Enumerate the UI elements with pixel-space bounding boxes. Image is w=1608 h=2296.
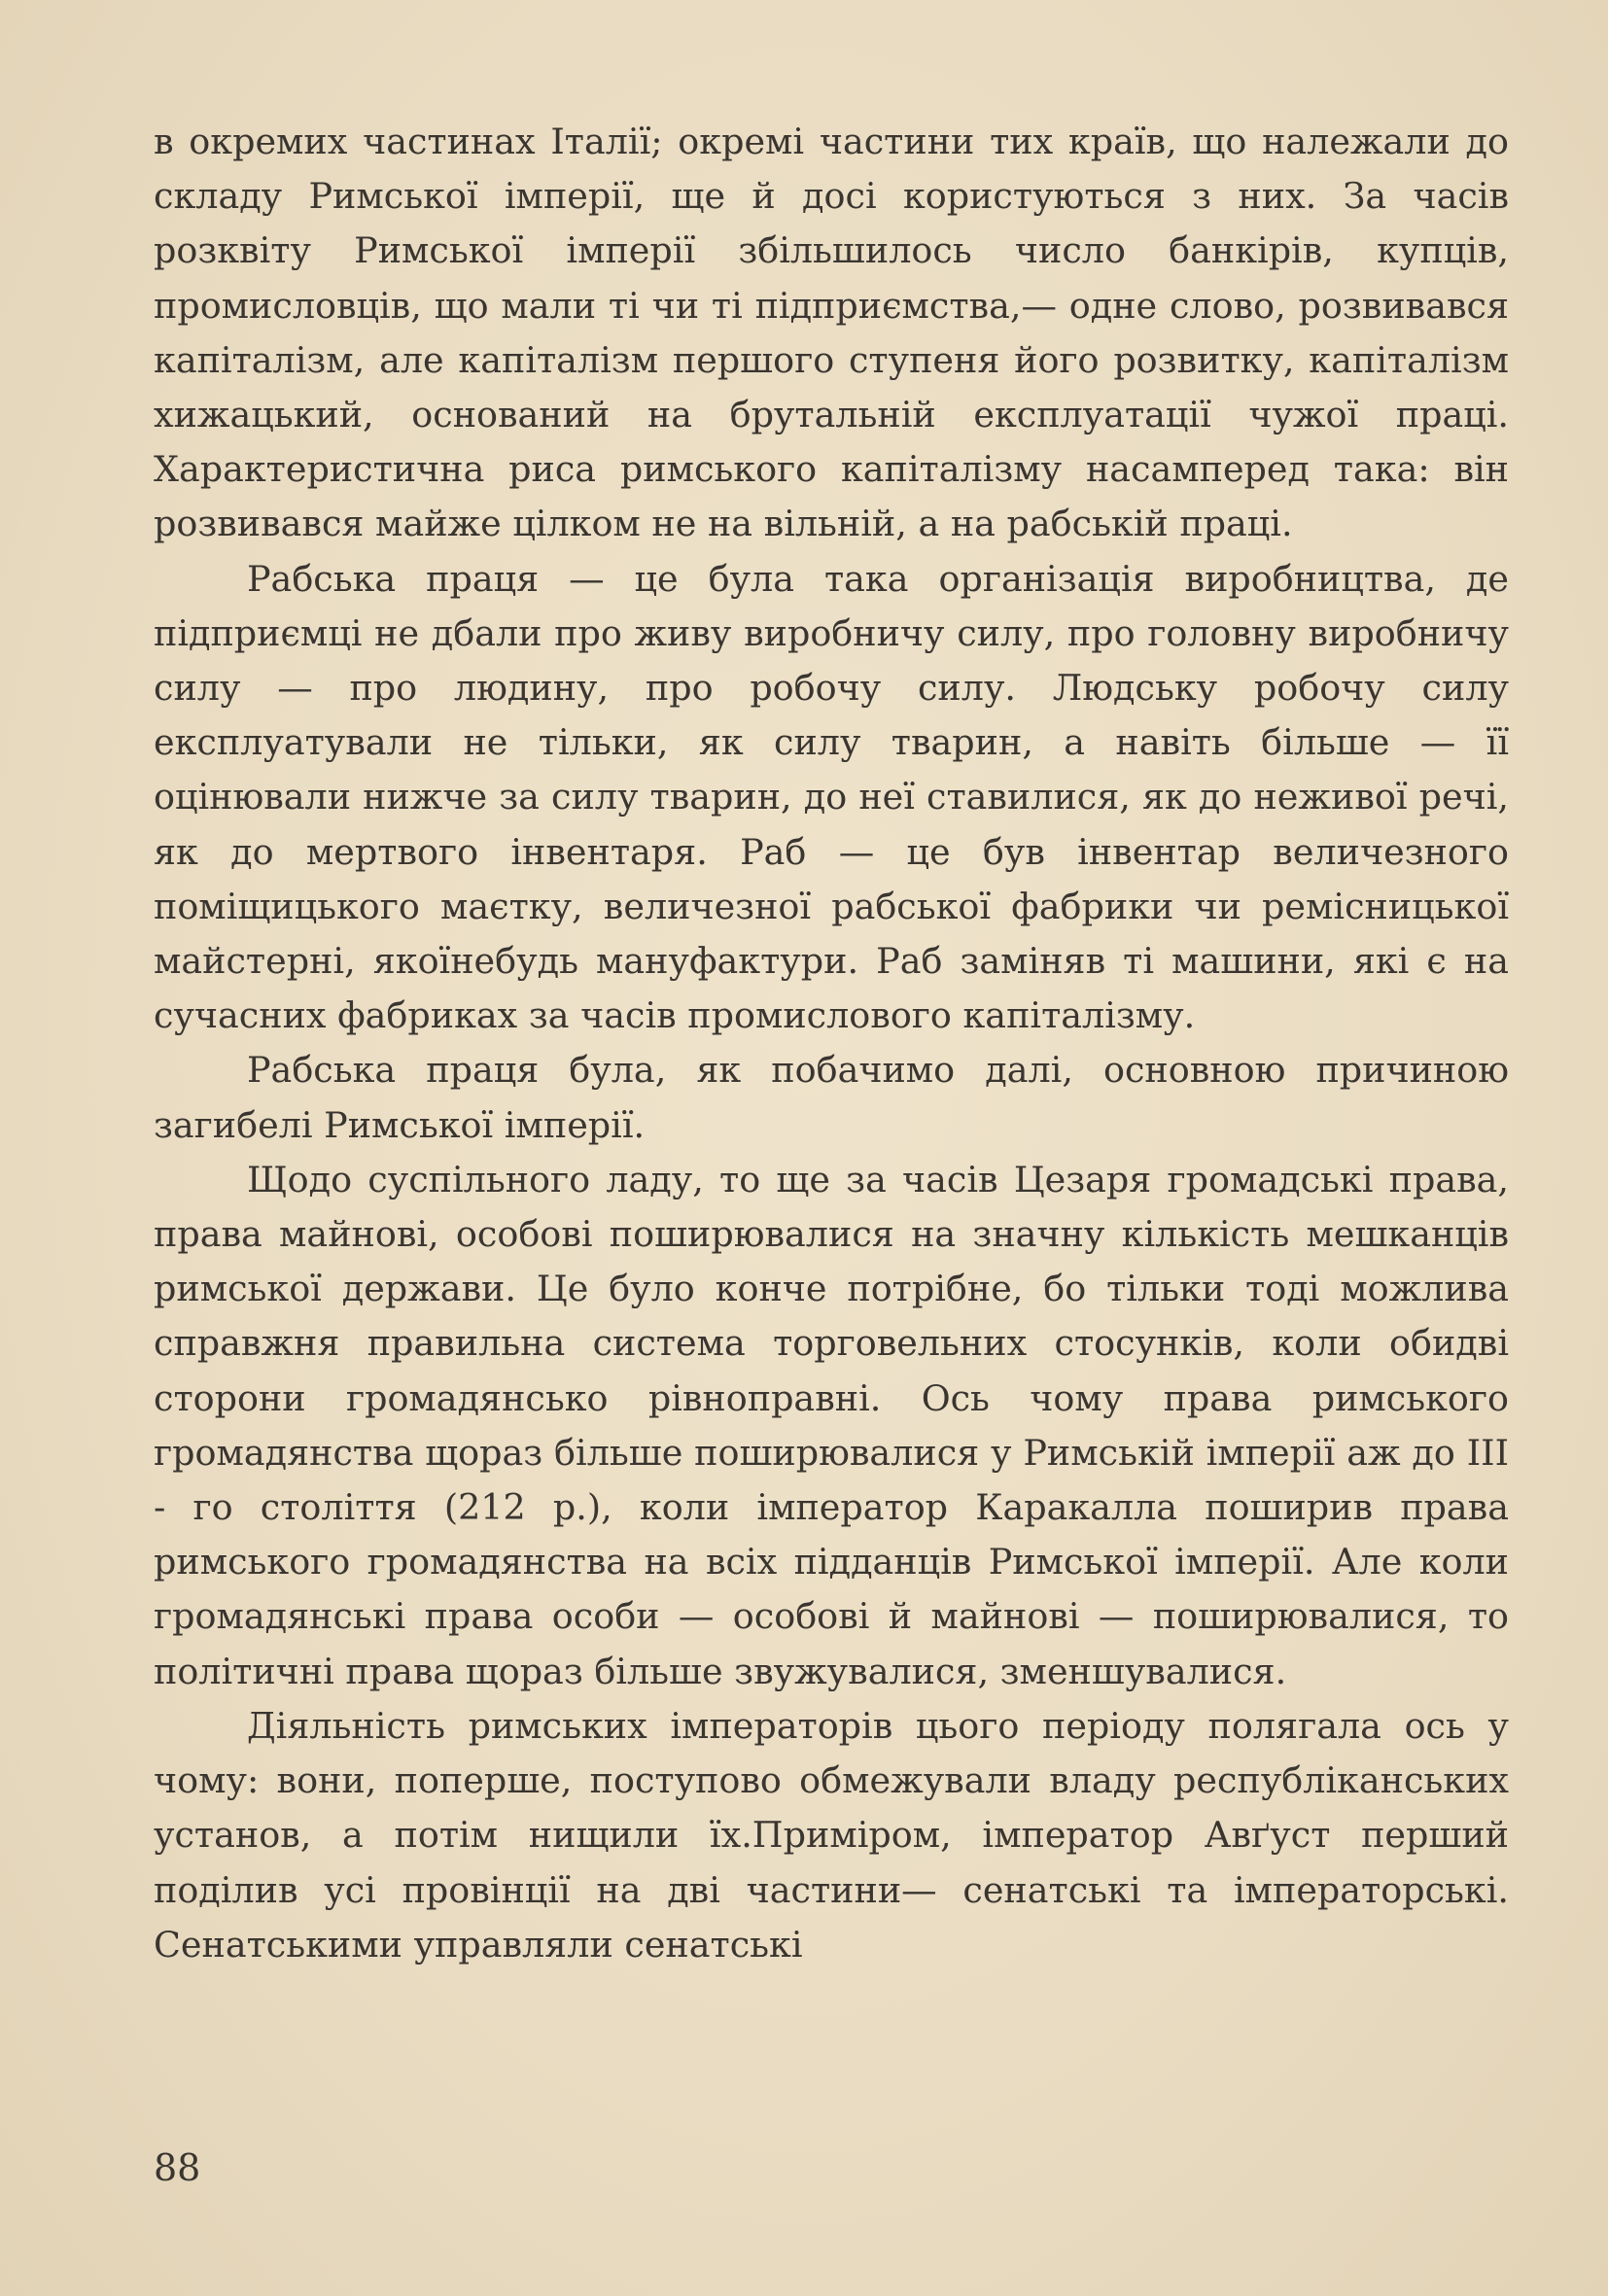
paragraph-2: Рабська праця — це була така організація виробництва, де підприємці не дбали про живу виробничу силу, про головну виробничу силу — про людину, про робочу силу. Людську робочу силу експлуатували не тільки, як силу тварин, а навіть більше — її оцінювали нижче за силу тварин, до неї ставилися, як до неживої речі, як до мертвого інвентаря. Раб — це був інвентар величезного поміщицького маєтку, величезної рабської фабрики чи ремісницької майстерні, якоїнебудь мануфактури. Раб заміняв ті машини, які є на сучасних фабриках за часів промислового капіталізму. (154, 557, 1509, 1037)
paragraph-1: в окремих частинах Італії; окремі частини тих країв, що належали до складу Римської імперії, ще й досі користуються з них. За часів розквіту Римської імперії збільшилось число банкірів, купців, промисловців, що мали ті чи ті підприємства,— одне слово, розвивався капіталізм, але капіталізм першого ступеня його розвитку, капіталізм хижацький, оснований на брутальній експлуатації чужої праці. Характеристична риса римського капіталізму насамперед така: він розвивався майже цілком не на вільній, а на рабській праці. (154, 121, 1509, 545)
page-number: 88 (154, 2146, 201, 2189)
paragraph-3: Рабська праця була, як побачимо далі, основною причиною загибелі Римської імперії. (154, 1049, 1509, 1146)
paragraph-4: Щодо суспільного ладу, то ще за часів Цезаря громадські права, права майнові, особові поширювалися на значну кількість мешканців римської держави. Це було конче потрібне, бо тільки тоді можлива справжня правильна система торговельних стосунків, коли обидві сторони громадянсько рівноправні. Ось чому права римського громадянства щораз більше поширювалися у Римській імперії аж до III - го століття (212 р.), коли імператор Каракалла поширив права римського громадянства на всіх підданців Римської імперії. Але коли громадянські права особи — особові й майнові — поширювалися, то політичні права щораз більше звужувалися, зменшувалися. (154, 1158, 1509, 1692)
paragraph-5: Діяльність римських імператорів цього періоду полягала ось у чому: вони, поперше, поступово обмежували владу республіканських установ, а потім нищили їх.Приміром, імператор Авґуст перший поділив усі провінції на дві частини— сенатські та імператорські. Сенатськими управляли сенатські (154, 1704, 1509, 1966)
text-block (154, 115, 1509, 1972)
